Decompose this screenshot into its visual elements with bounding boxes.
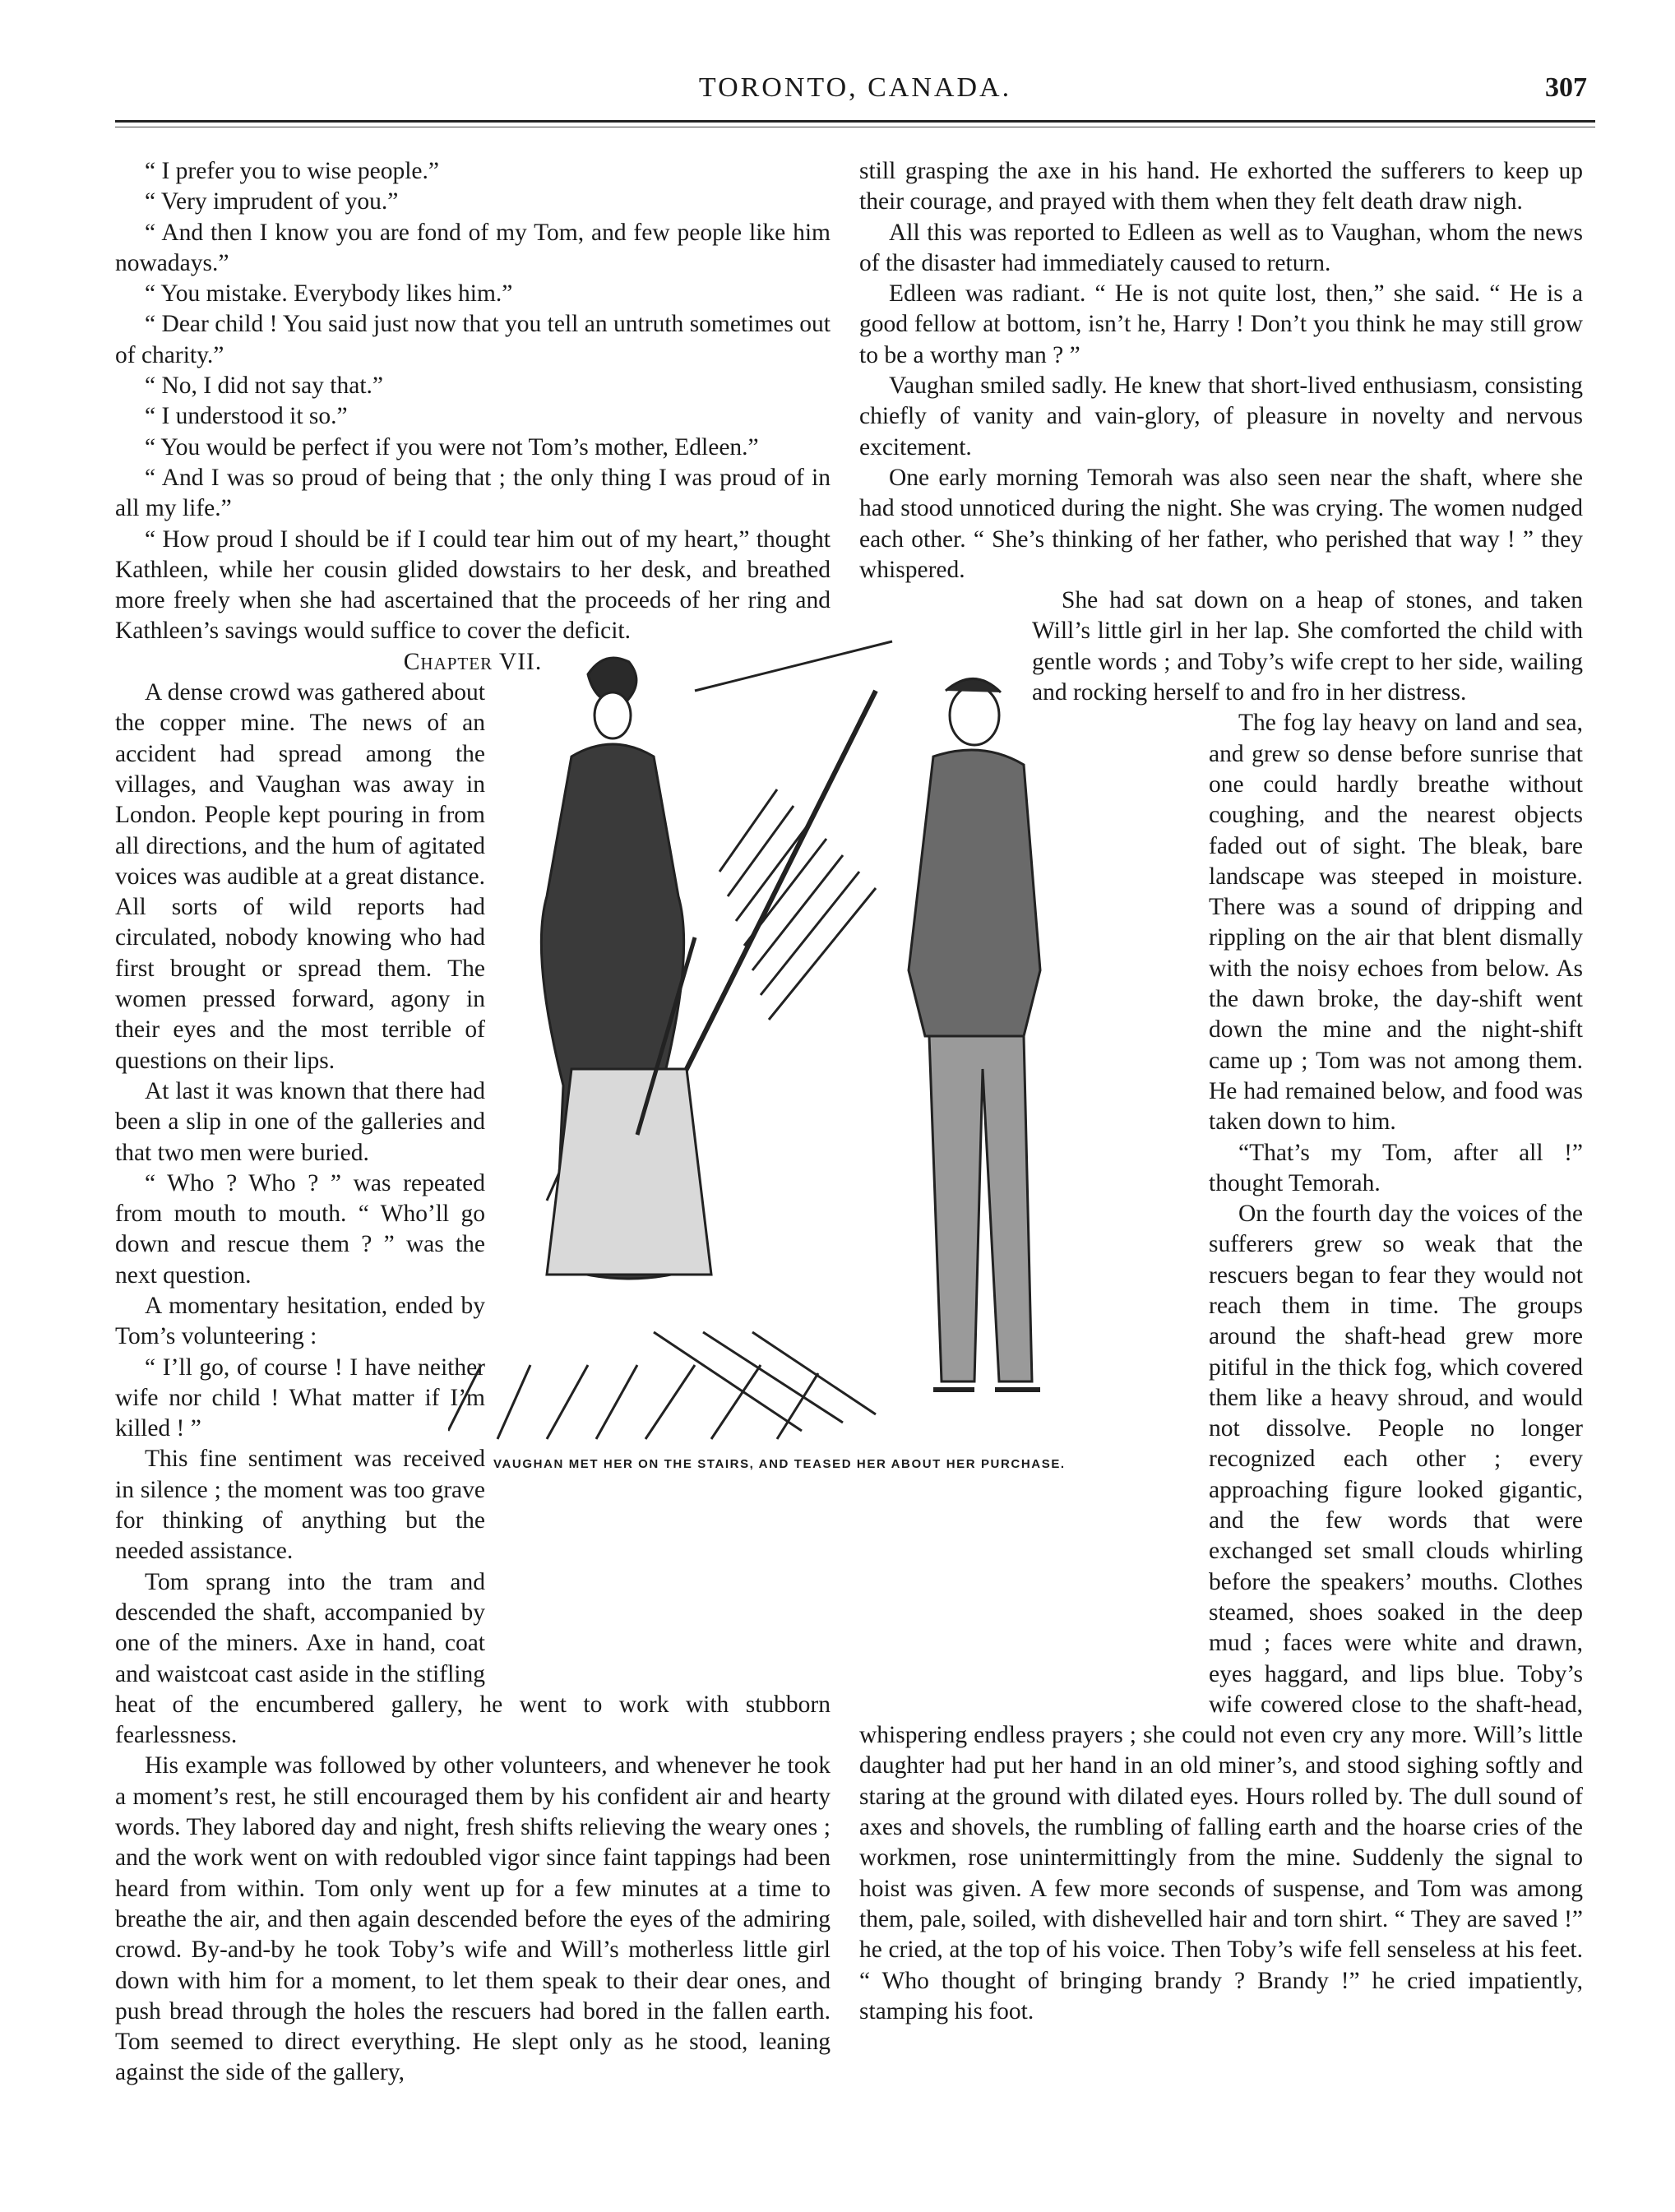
head: [950, 686, 999, 745]
paragraph: On the fourth day the voices of the sufferers grew so weak that the rescuers began to fear they would not reach them in time. The groups around the shaft-head grew more pitiful in the thick fog, which covered them like a heavy shroud, and would not dissolve. People no longer recognized each other ; every approaching figure looked gigantic, and the few words that were exchanged set small clouds whirling before the speakers’ mouths. Clothes steamed, shoes soaked in the deep mud ; faces were white and drawn, eyes haggard, and lips blue. Toby’s wife cowered close to the shaft-head, whispering endless prayers ; she could not even cry any more. Will’s little daughter had put her hand in an old miner’s, and stood sighing softly and staring at the ground with dilated eyes. Hours rolled by. The dull sound of axes and shovels, the rumbling of falling earth and the hoarse cries of the workmen, rose unintermittingly from the mine. Suddenly the signal to hoist was given. A few more seconds of suspense, and Tom was among them, pale, soiled, with dishevelled hair and torn shirt. “ They are saved !” he cried, at the top of his voice. Then Toby’s wife fell senseless at his feet. “ Who thought of bringing brandy ? Brandy !” he cried impatiently, stamping his foot.: [859, 1201, 1583, 2025]
running-title: TORONTO, CANADA.: [698, 72, 1012, 103]
paragraph: His example was followed by other volunteers, and whenever he took a moment’s rest, he still encouraged them by his confident air and hearty words. They labored day and night, fresh shifts relieving the weary ones ; and the work went on with redoubled vigor since faint tappings had been heard from within. Tom only went up for a few minutes at a time to breathe the air, and then again descended before the eyes of the admiring crowd. By-and-by he took Toby’s wife and Will’s motherless little girl down with him for a moment, to let them speak to their dear ones, and push bread through the holes the rescuers had bored in the fallen earth. Tom seemed to direct everything. He slept only as he stood, leaning against the side of the gallery,: [115, 1752, 831, 2086]
paragraph: “ Dear child ! You said just now that you tell an untruth sometimes out of charity.”: [115, 311, 831, 368]
paragraph: One early morning Temorah was also seen near the shaft, where she had stood unnoticed during the night. She was crying. The women nudged each other. “ She’s thinking of her father, who perished that way ! ” they whispered.: [859, 464, 1583, 583]
header-rule: [115, 120, 1595, 123]
paragraph: “ Very imprudent of you.”: [145, 188, 399, 215]
illustration-caption: VAUGHAN MET HER ON THE STAIRS, AND TEASED HER ABOUT HER PURCHASE.: [493, 1457, 1066, 1471]
face: [595, 692, 631, 738]
paragraph: She had sat down on a heap of stones, and taken Will’s little girl in her lap. She comforted the child with gentle words ; and Toby’s wife crept to her side, wailing and rocking herself to and fro in her distress.: [1032, 587, 1583, 706]
illustration: [448, 625, 1254, 1447]
paragraph: A dense crowd was gathered about the copper mine. The news of an accident had spread among the villages, and Vaughan was away in London. People kept pouring in from all directions, and the hum of agitated voices was audible at a great distance. All sorts of wild reports had circulated, nobody knowing who had first brought or spread them. The women pressed forward, agony in their eyes and the most terrible of questions on their lips.: [115, 679, 485, 1074]
paragraph: “ And I was so proud of being that ; the only thing I was proud of in all my life.”: [115, 464, 831, 522]
paragraph: “ I prefer you to wise people.”: [145, 158, 439, 184]
engraving-stairs-scene: [448, 625, 1254, 1447]
paragraph: “ Who ? Who ? ” was repeated from mouth to mouth. “ Who’ll go down and rescue them ? ” was the next question.: [115, 1169, 485, 1289]
paragraph: “ I’ll go, of course ! I have neither wife nor child ! What matter if I’m killed ! ”: [115, 1354, 485, 1442]
paragraph: This fine sentiment was received in silence ; the moment was too grave for thinking of anything but the needed assistance.: [115, 1446, 485, 1565]
trousers: [929, 1036, 1032, 1381]
stair-rail-line: [695, 641, 892, 691]
paragraph: Tom sprang into the tram and descended the shaft, accompanied by one of the miners. Axe in hand, coat and waistcoat cast aside in the stifling heat of the encumbered gallery, he went to work with stubborn fearlessness.: [115, 1568, 831, 1749]
paragraph: “ I understood it so.”: [145, 403, 348, 430]
coat: [909, 750, 1040, 1036]
man-figure: [909, 678, 1040, 1390]
paragraph: “That’s my Tom, after all !” thought Temorah.: [1209, 1139, 1583, 1196]
paragraph: still grasping the axe in his hand. He exhorted the sufferers to keep up their courage, and prayed with them when they felt death draw nigh.: [859, 158, 1583, 215]
paragraph: “ How proud I should be if I could tear him out of my heart,” thought Kathleen, while her cousin glided dowstairs to her desk, and breathed more freely when she had ascertained that the proceeds of her ring and Kathleen’s savings would suffice to cover the deficit.: [115, 525, 831, 645]
paragraph: “ No, I did not say that.”: [145, 373, 384, 400]
paragraph: At last it was known that there had been a slip in one of the galleries and that two men were buried.: [115, 1077, 485, 1166]
paragraph: The fog lay heavy on land and sea, and grew so dense before sunrise that one could hardly breathe without coughing, and the nearest objects faded out of sight. The bleak, bare landscape was steeped in moisture. There was a sound of dripping and rippling on the air that blent dismally with the noisy echoes from below. As the dawn broke, the day-shift went down the mine and the night-shift came up ; Tom was not among them. He had remained below, and food was taken down to him.: [1209, 710, 1583, 1136]
skirt: [547, 1069, 711, 1275]
paragraph: “ You mistake. Everybody likes him.”: [145, 280, 513, 308]
paragraph: “ And then I know you are fond of my Tom, and few people like him nowadays.”: [115, 219, 831, 276]
paragraph: All this was reported to Edleen as well as to Vaughan, whom the news of the disaster had immediately caused to return.: [859, 219, 1583, 276]
page-number: 307: [1545, 72, 1587, 103]
paragraph: “ You would be perfect if you were not Tom’s mother, Edleen.”: [145, 433, 759, 460]
paragraph: A momentary hesitation, ended by Tom’s volunteering :: [115, 1292, 485, 1350]
paragraph: Edleen was radiant. “ He is not quite lost, then,” she said. “ He is a good fellow at bottom, isn’t he, Harry ! Don’t you think he may still grow to be a worthy man ? ”: [859, 280, 1583, 368]
hair: [946, 678, 1001, 692]
woman-figure: [541, 658, 711, 1279]
chapter-heading: Chapter VII.: [403, 648, 543, 675]
paragraph: Vaughan smiled sadly. He knew that short-lived enthusiasm, consisting chiefly of vanity and vain-glory, of pleasure in novelty and nervous excitement.: [859, 373, 1583, 460]
